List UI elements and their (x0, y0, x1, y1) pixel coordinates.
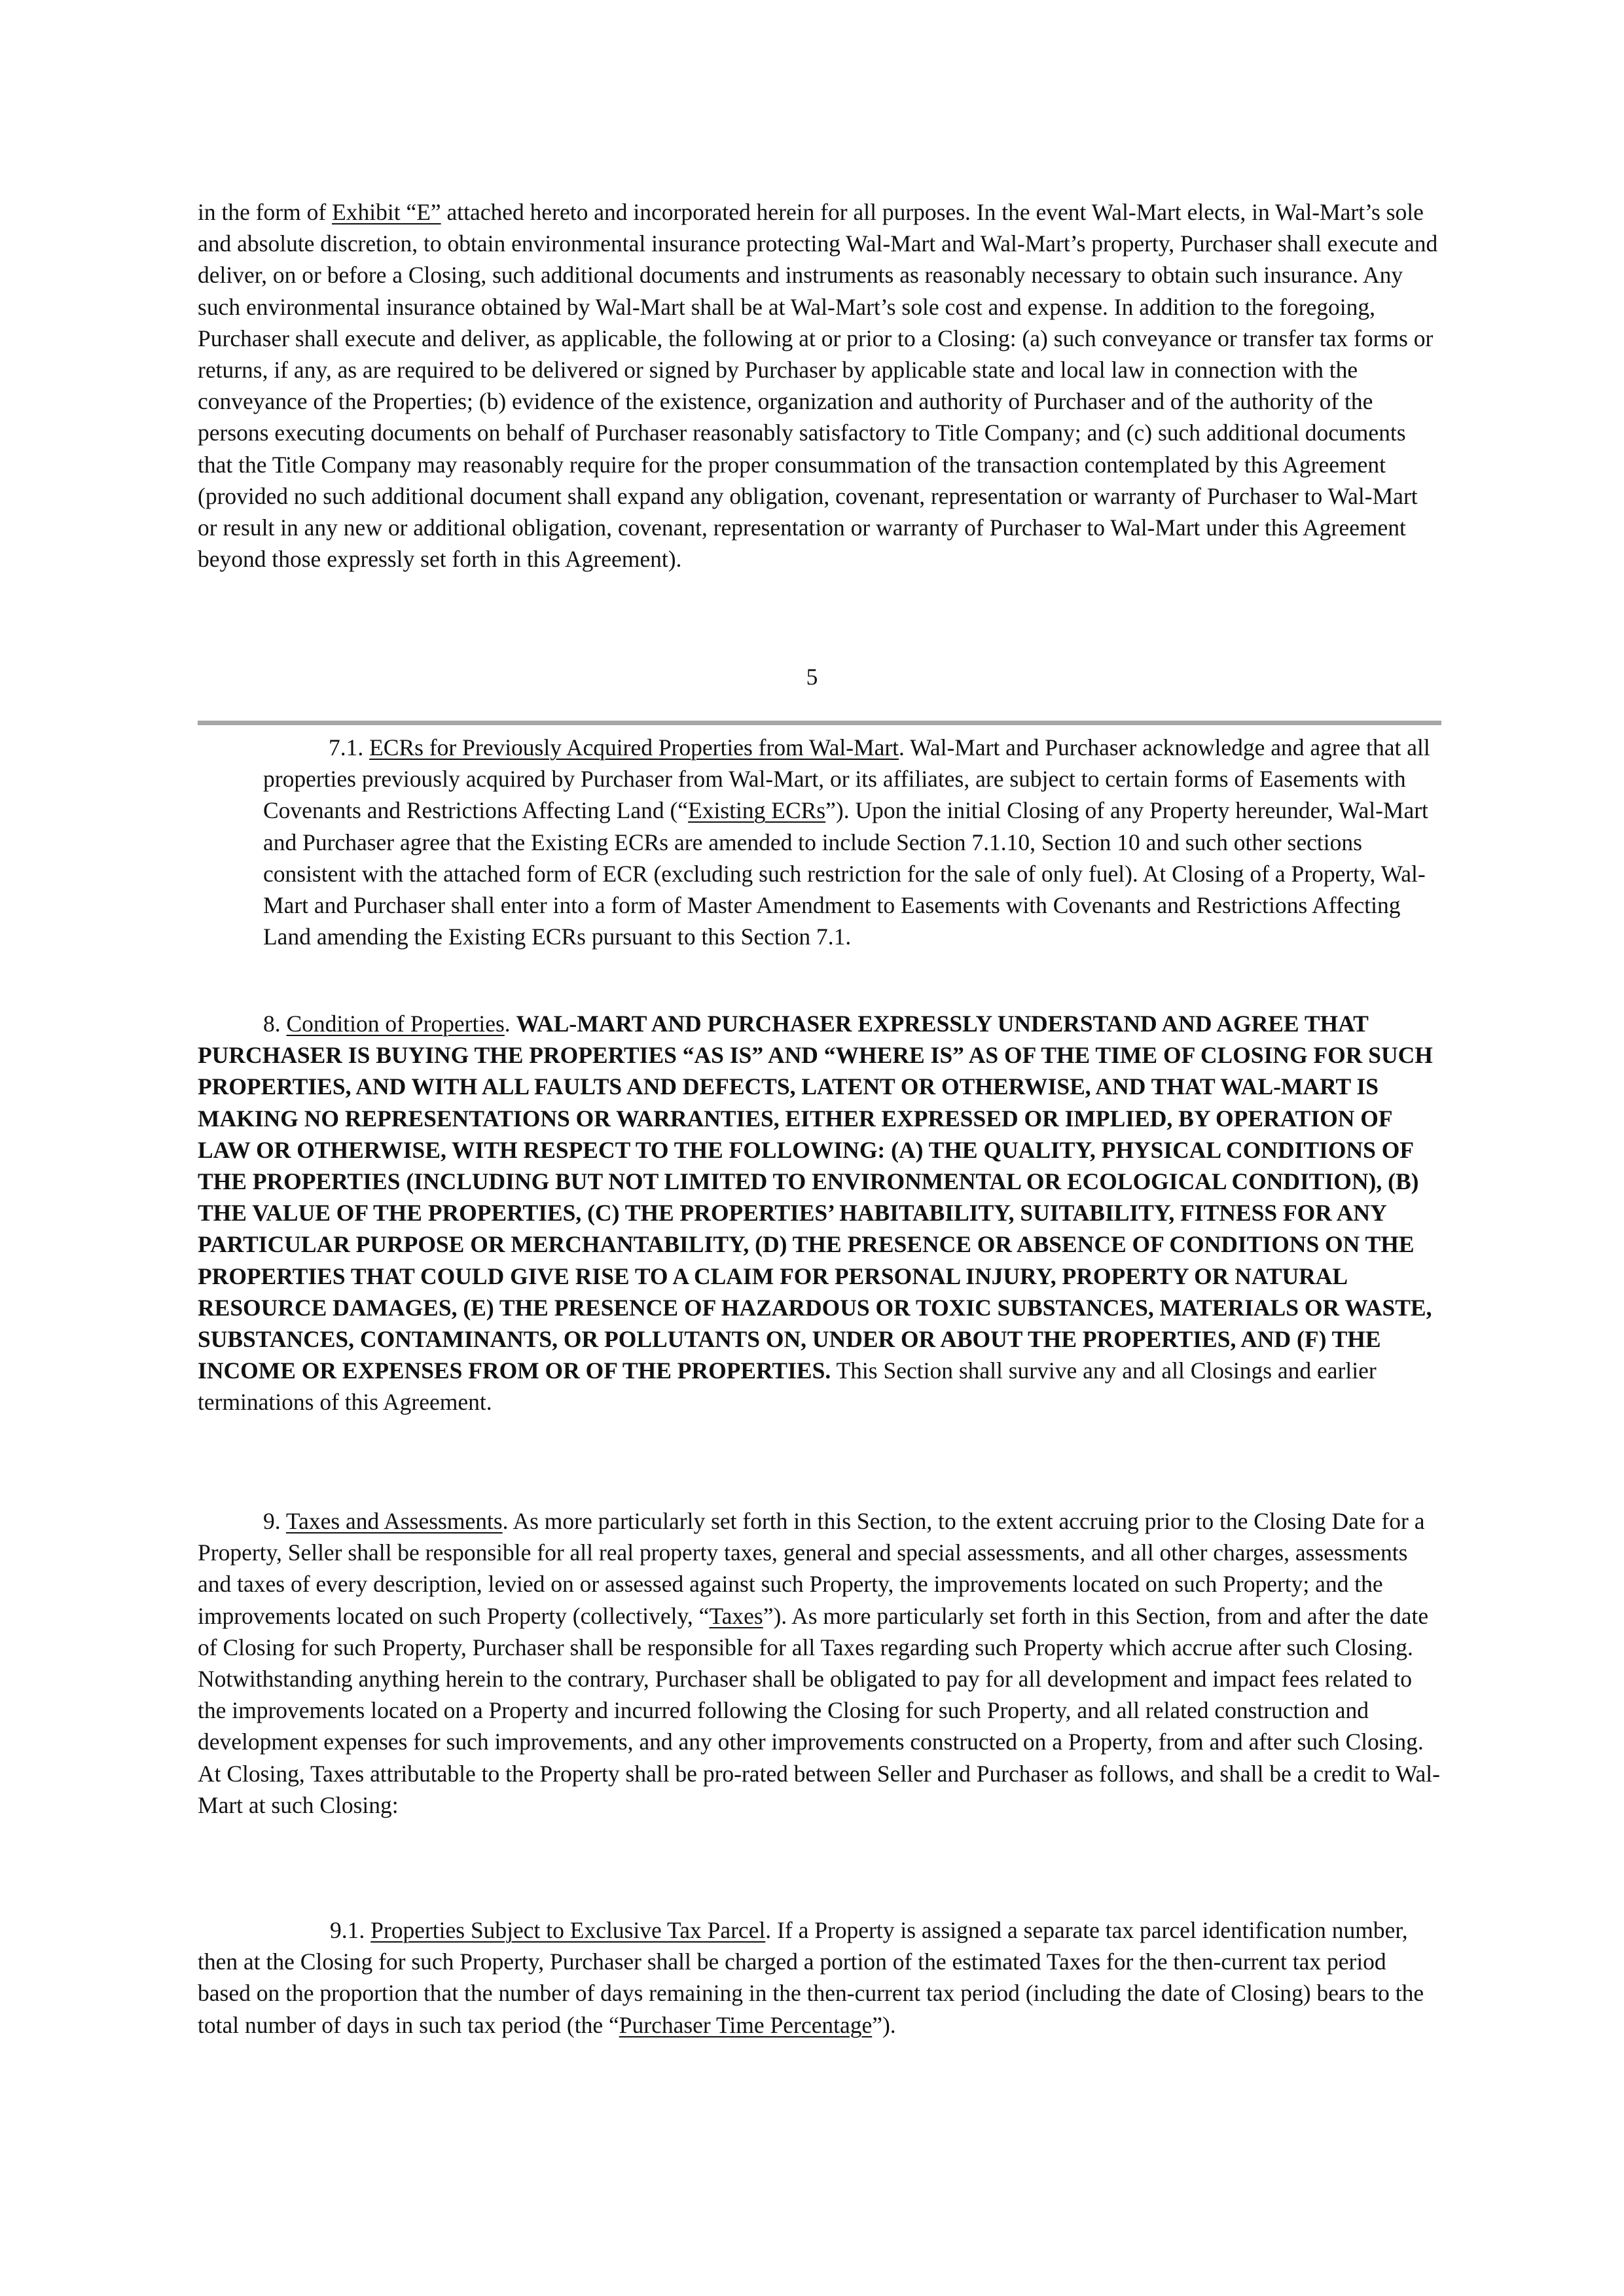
section-7-1 (263, 732, 1441, 952)
text: ”). As more particularly set forth in this Section, from and after the date of Closing for such Property, Purchaser shall be responsible for all Taxes regarding such Property which accrue after such Closing. Notwithstanding anything herein to the contrary, Purchaser shall be obligated to pay for all development and impact fees related to the improvements located on a Property and incurred following the Closing for such Property, and all related construction and development expenses for such improvements, and any other improvements constructed on a Property, from and after such Closing. At Closing, Taxes attributable to the Property shall be pro-rated between Seller and Purchaser as follows, and shall be a credit to Wal-Mart at such Closing: (198, 1602, 1440, 1818)
exhibit-e-link: Exhibit “E” (332, 199, 441, 225)
paragraph-environmental-insurance (198, 196, 1441, 575)
text: . (504, 1011, 516, 1037)
section-title: Properties Subject to Exclusive Tax Parcel (370, 1917, 766, 1943)
section-number: 7.1. (329, 734, 370, 761)
text: in the form of (198, 199, 333, 225)
section-title: ECRs for Previously Acquired Properties from Wal-Mart (369, 734, 899, 761)
section-9-1 (198, 1914, 1441, 2041)
section-number: 9. (263, 1508, 286, 1534)
section-title: Taxes and Assessments (285, 1508, 503, 1534)
defined-term-purchaser-time-percentage: Purchaser Time Percentage (619, 2011, 873, 2038)
text: . If a Property is assigned a separate tax parcel identification number, then at the Closing for such Property, Purchaser shall be charged a portion of the estimated Taxes for the then-current tax period based on the proportion that the number of days remaining in the then-current tax period (including the date of Closing) bears to the total number of days in such tax period (the “ (198, 1917, 1424, 2038)
section-number: 8. (263, 1011, 287, 1037)
text: . As more particularly set forth in this Section, to the extent accruing prior to the Closing Date for a Property, Seller shall be responsible for all real property taxes, general and special assessments, and all other charges, assessments and taxes of every description, levied on or assessed against such Property, the improvements located on such Property; and the improvements located on such Property (collectively, “ (198, 1508, 1425, 1629)
section-title: Condition of Properties (286, 1011, 505, 1037)
page-divider (198, 721, 1441, 725)
defined-term-existing-ecrs: Existing ECRs (688, 797, 826, 824)
text: ”). Upon the initial Closing of any Property hereunder, Wal-Mart and Purchaser agree that the Existing ECRs are amended to include Section 7.1.10, Section 10 and such other sections consistent with the attached form of ECR (excluding such restriction for the sale of only fuel). At Closing of a Property, Wal-Mart and Purchaser shall enter into a form of Master Amendment to Easements with Covenants and Restrictions Affecting Land amending the Existing ECRs pursuant to this Section 7.1. (263, 797, 1428, 950)
page-number: 5 (806, 664, 818, 690)
section-number: 9.1. (330, 1917, 371, 1943)
disclaimer-text: WAL-MART AND PURCHASER EXPRESSLY UNDERSTAND AND AGREE THAT PURCHASER IS BUYING THE PROPERTIES “AS IS” AND “WHERE IS” AS OF THE TIME OF CLOSING FOR SUCH PROPERTIES, AND WITH ALL FAULTS AND DEFECTS, LATENT OR OTHERWISE, AND THAT WAL-MART IS MAKING NO REPRESENTATIONS OR WARRANTIES, EITHER EXPRESSED OR IMPLIED, BY OPERATION OF LAW OR OTHERWISE, WITH RESPECT TO THE FOLLOWING: (A) THE QUALITY, PHYSICAL CONDITIONS OF THE PROPERTIES (INCLUDING BUT NOT LIMITED TO ENVIRONMENTAL OR ECOLOGICAL CONDITION), (B) THE VALUE OF THE PROPERTIES, (C) THE PROPERTIES’ HABITABILITY, SUITABILITY, FITNESS FOR ANY PARTICULAR PURPOSE OR MERCHANTABILITY, (D) THE PRESENCE OR ABSENCE OF CONDITIONS ON THE PROPERTIES THAT COULD GIVE RISE TO A CLAIM FOR PERSONAL INJURY, PROPERTY OR NATURAL RESOURCE DAMAGES, (E) THE PRESENCE OF HAZARDOUS OR TOXIC SUBSTANCES, MATERIALS OR WASTE, SUBSTANCES, CONTAMINANTS, OR POLLUTANTS ON, UNDER OR ABOUT THE PROPERTIES, AND (F) THE INCOME OR EXPENSES FROM OR OF THE PROPERTIES. (198, 1011, 1433, 1384)
text: attached hereto and incorporated herein for all purposes. In the event Wal-Mart elects, in Wal-Mart’s sole and absolute discretion, to obtain environmental insurance protecting Wal-Mart and Wal-Mart’s property, Purchaser shall execute and deliver, on or before a Closing, such additional documents and instruments as reasonably necessary to obtain such insurance. Any such environmental insurance obtained by Wal-Mart shall be at Wal-Mart’s sole cost and expense. In addition to the foregoing, Purchaser shall execute and deliver, as applicable, the following at or prior to a Closing: (a) such conveyance or transfer tax forms or returns, if any, as are required to be delivered or signed by Purchaser by applicable state and local law in connection with the conveyance of the Properties; (b) evidence of the existence, organization and authority of Purchaser and of the authority of the persons executing documents on behalf of Purchaser reasonably satisfactory to Title Company; and (c) such additional documents that the Title Company may reasonably require for the proper consummation of the transaction contemplated by this Agreement (provided no such additional document shall expand any obligation, covenant, representation or warranty of Purchaser to Wal-Mart or result in any new or additional obligation, covenant, representation or warranty of Purchaser to Wal-Mart under this Agreement beyond those expressly set forth in this Agreement). (198, 199, 1438, 573)
text: . Wal-Mart and Purchaser acknowledge and agree that all properties previously acquired by Purchaser from Wal-Mart, or its affiliates, are subject to certain forms of Easements with Covenants and Restrictions Affecting Land (“ (263, 734, 1430, 824)
section-9 (198, 1505, 1441, 1821)
text: This Section shall survive any and all Closings and earlier terminations of this Agreement. (198, 1357, 1377, 1416)
defined-term-taxes: Taxes (709, 1602, 763, 1629)
section-8 (198, 1008, 1441, 1418)
text: ”). (872, 2011, 896, 2038)
